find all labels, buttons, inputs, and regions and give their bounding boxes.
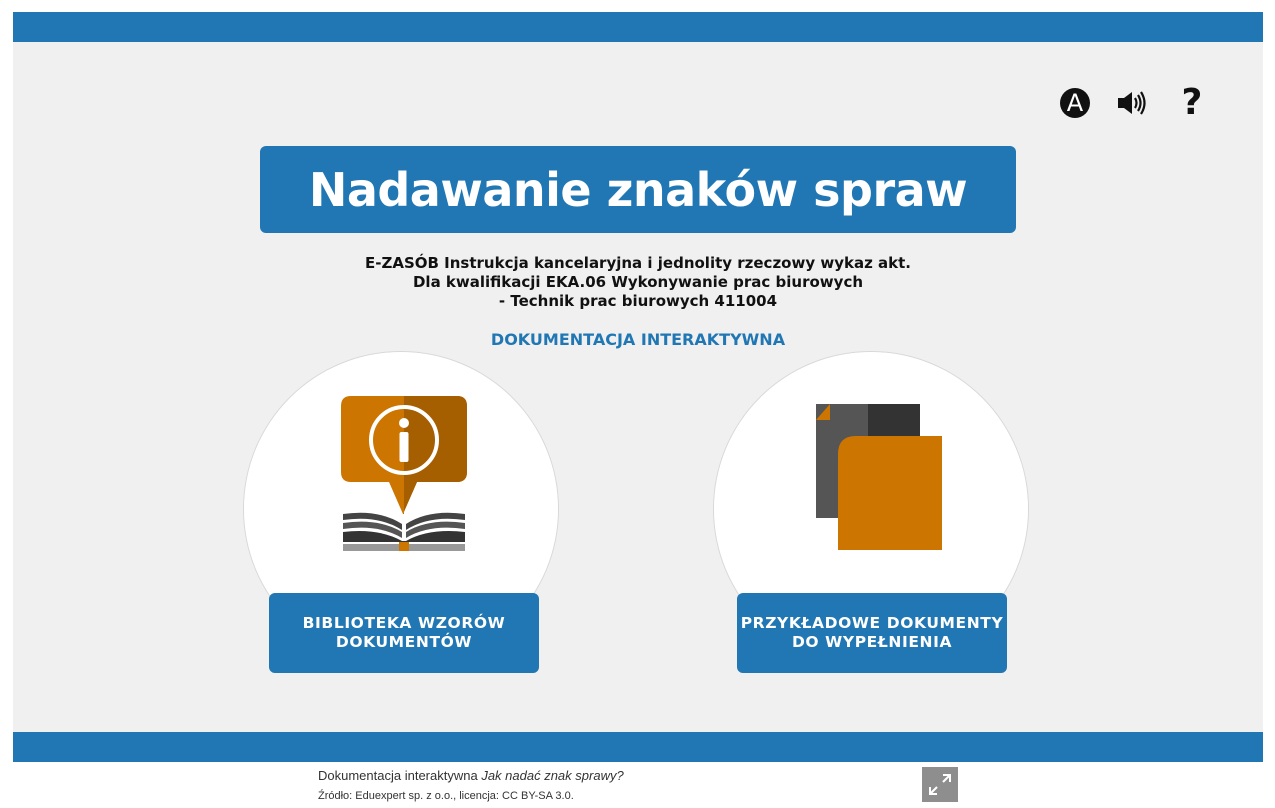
app-frame	[13, 12, 1263, 762]
documents-button-label: PRZYKŁADOWE DOKUMENTY DO WYPEŁNIENIA	[740, 614, 1004, 651]
expand-icon	[922, 767, 958, 802]
caption	[318, 768, 624, 783]
title-banner	[260, 146, 1016, 233]
help-button[interactable]	[1175, 82, 1209, 123]
subtitle	[313, 254, 963, 311]
sound-button[interactable]	[1116, 86, 1150, 120]
source-note: Źródło: Eduexpert sp. z o.o., licencja: CC BY-SA 3.0.	[318, 790, 574, 802]
bottom-bar	[13, 732, 1263, 762]
library-button[interactable]	[269, 593, 539, 673]
help-icon: ?	[1181, 82, 1203, 123]
section-label: DOKUMENTACJA INTERAKTYWNA	[490, 330, 786, 349]
fullscreen-button[interactable]	[922, 767, 958, 802]
page-title: Nadawanie znaków spraw	[308, 162, 968, 217]
documents-button[interactable]	[737, 593, 1007, 673]
subtitle-line: - Technik prac biurowych 411004	[498, 292, 778, 310]
caption-title: Jak nadać znak sprawy?	[481, 768, 624, 783]
library-button-label: BIBLIOTEKA WZORÓW DOKUMENTÓW	[302, 614, 506, 651]
info-book-icon	[339, 394, 469, 556]
speaker-icon	[1117, 89, 1149, 117]
subtitle-line: E-ZASÓB Instrukcja kancelaryjna i jednolity rzeczowy wykaz akt.	[365, 254, 911, 272]
contrast-button[interactable]	[1058, 86, 1092, 120]
toolbar	[1058, 82, 1218, 123]
documents-icon	[814, 402, 944, 552]
top-bar	[13, 12, 1263, 42]
caption-prefix: Dokumentacja interaktywna	[318, 768, 478, 783]
contrast-icon: A	[1060, 88, 1090, 118]
subtitle-line: Dla kwalifikacji EKA.06 Wykonywanie prac biurowych	[412, 273, 864, 291]
